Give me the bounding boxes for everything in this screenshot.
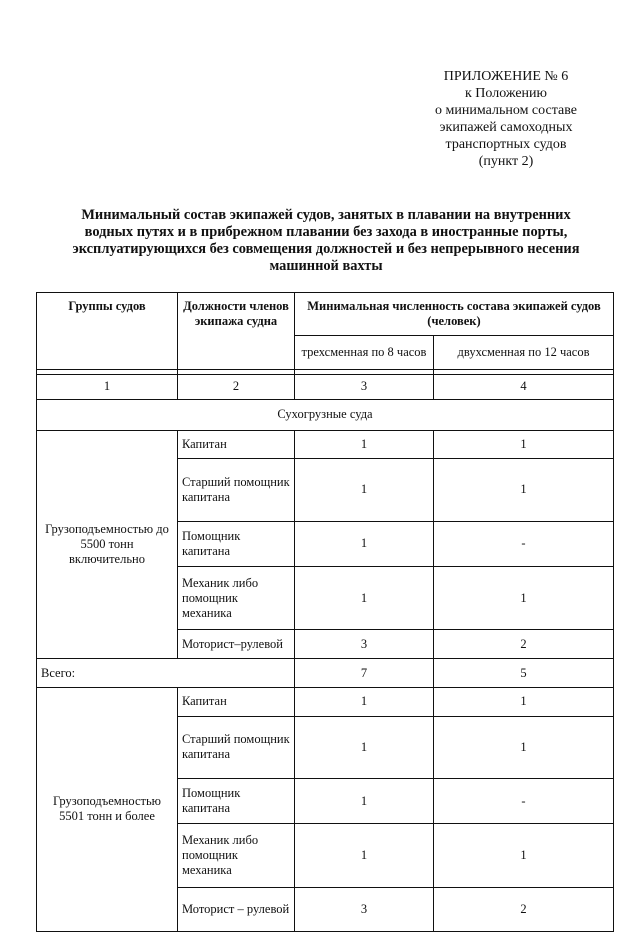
three-shift-cell: 1 <box>295 567 434 630</box>
header-three-shift: трехсменная по 8 часов <box>295 336 434 369</box>
title-line: Минимальный состав экипажей судов, занятых в плавании на внутренних <box>81 207 571 223</box>
appendix-line: (пункт 2) <box>478 154 534 169</box>
position-cell: Помощник капитана <box>178 778 295 823</box>
appendix-line: ПРИЛОЖЕНИЕ № 6 <box>443 69 569 84</box>
position-cell: Старший помощник капитана <box>178 459 295 521</box>
two-shift-cell: 1 <box>434 567 614 630</box>
column-number: 4 <box>434 375 614 399</box>
position-cell: Моторист–рулевой <box>178 630 295 659</box>
header-row <box>37 293 614 336</box>
column-number: 2 <box>178 375 295 399</box>
two-shift-cell: 1 <box>434 430 614 459</box>
section-row <box>37 399 614 430</box>
appendix-line: транспортных судов <box>445 137 567 152</box>
position-cell: Механик либо помощник механика <box>178 824 295 887</box>
three-shift-cell: 1 <box>295 778 434 823</box>
header-groups: Группы судов <box>37 293 178 370</box>
group-name: Грузоподъемностью до 5500 тонн включительно <box>37 430 178 659</box>
column-numbers-row <box>37 375 614 399</box>
table-row <box>37 430 614 459</box>
three-shift-cell: 1 <box>295 430 434 459</box>
table-row <box>37 687 614 716</box>
title-line: водных путях и в прибрежном плавании без захода в иностранные порты, <box>84 224 568 240</box>
header-minimal: Минимальная численность состава экипажей судов (человек) <box>295 293 614 336</box>
appendix-line: экипажей самоходных <box>439 120 573 135</box>
two-shift-cell: 1 <box>434 459 614 521</box>
document-title <box>40 207 612 275</box>
position-cell: Помощник капитана <box>178 521 295 566</box>
two-shift-cell: - <box>434 521 614 566</box>
position-cell: Капитан <box>178 687 295 716</box>
three-shift-cell: 3 <box>295 630 434 659</box>
group-name: Грузоподъемностью 5501 тонн и более <box>37 687 178 931</box>
crew-table <box>36 292 614 932</box>
total-three-shift: 7 <box>295 659 434 688</box>
three-shift-cell: 1 <box>295 459 434 521</box>
two-shift-cell: 2 <box>434 887 614 931</box>
two-shift-cell: 1 <box>434 716 614 778</box>
three-shift-cell: 1 <box>295 824 434 887</box>
three-shift-cell: 1 <box>295 521 434 566</box>
position-cell: Старший помощник капитана <box>178 716 295 778</box>
two-shift-cell: 1 <box>434 687 614 716</box>
header-positions: Должности членов экипажа судна <box>178 293 295 370</box>
two-shift-cell: 1 <box>434 824 614 887</box>
position-cell: Механик либо помощник механика <box>178 567 295 630</box>
title-line: эксплуатирующихся без совмещения должностей и без непрерывного несения <box>72 241 580 257</box>
three-shift-cell: 1 <box>295 687 434 716</box>
column-number: 1 <box>37 375 178 399</box>
appendix-line: о минимальном составе <box>435 103 577 118</box>
two-shift-cell: - <box>434 778 614 823</box>
header-two-shift: двухсменная по 12 часов <box>434 336 614 369</box>
three-shift-cell: 1 <box>295 716 434 778</box>
total-label: Всего: <box>37 659 295 688</box>
appendix-line: к Положению <box>464 86 547 101</box>
total-row <box>37 659 614 688</box>
title-line: машинной вахты <box>269 258 383 274</box>
two-shift-cell: 2 <box>434 630 614 659</box>
appendix-block <box>380 68 632 170</box>
total-two-shift: 5 <box>434 659 614 688</box>
section-title: Сухогрузные суда <box>37 399 614 430</box>
position-cell: Капитан <box>178 430 295 459</box>
position-cell: Моторист – рулевой <box>178 887 295 931</box>
column-number: 3 <box>295 375 434 399</box>
three-shift-cell: 3 <box>295 887 434 931</box>
